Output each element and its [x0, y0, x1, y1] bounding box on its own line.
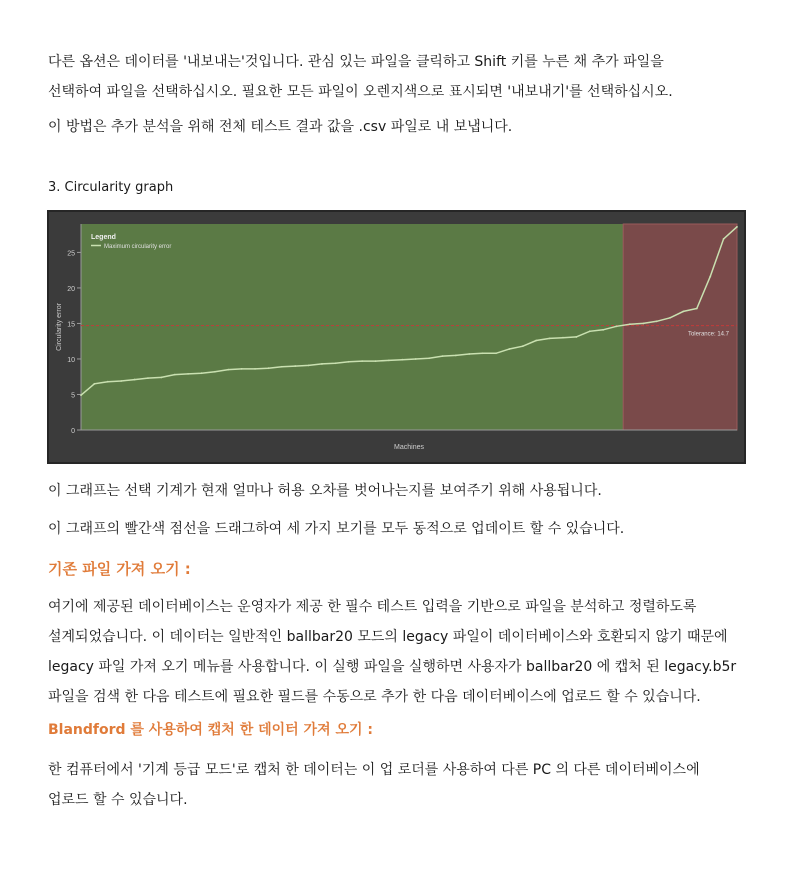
intro-line-2: 선택하여 파일을 선택하십시오. 필요한 모든 파일이 오렌지색으로 표시되면 '내보내기'를 선택하십시오.	[48, 84, 673, 100]
y-tick-label: 15	[67, 321, 75, 329]
data-point	[495, 352, 497, 354]
data-point	[401, 359, 403, 361]
data-point	[201, 372, 203, 374]
data-point	[535, 340, 537, 342]
intro-line-1: 다른 옵션은 데이터를 '내보내는'것입니다. 관심 있는 파일을 클릭하고 Shift 키를 누른 채 추가 파일을	[48, 54, 664, 70]
data-point	[254, 368, 256, 370]
data-point	[549, 337, 551, 339]
y-tick-label: 20	[67, 285, 75, 293]
data-point	[134, 379, 136, 381]
data-point	[602, 329, 604, 331]
data-point	[93, 383, 95, 385]
data-point	[683, 310, 685, 312]
data-point	[80, 394, 82, 396]
data-point	[509, 348, 511, 350]
data-point	[174, 374, 176, 376]
tolerance-label: Tolerance: 14.7	[687, 331, 729, 338]
data-point	[442, 355, 444, 357]
data-point	[281, 366, 283, 368]
data-point	[629, 323, 631, 325]
data-point	[308, 364, 310, 366]
import-existing-line-3: legacy 파일 가져 오기 메뉴를 사용합니다. 이 실행 파일을 실행하면 사용자가 ballbar20 에 캡처 된 legacy.b5r	[48, 659, 737, 675]
data-point	[482, 352, 484, 354]
data-point	[268, 367, 270, 369]
data-point	[709, 276, 711, 278]
data-point	[723, 238, 725, 240]
data-point	[334, 362, 336, 364]
data-point	[160, 377, 162, 379]
data-point	[415, 358, 417, 360]
data-point	[361, 360, 363, 362]
intro-paragraph	[48, 47, 758, 107]
data-point	[388, 359, 390, 361]
data-point	[589, 330, 591, 332]
data-point	[147, 377, 149, 379]
y-tick-label: 5	[71, 392, 75, 400]
data-point	[294, 365, 296, 367]
y-axis-label: Circularity error	[56, 303, 63, 351]
import-blandford-heading: Blandford 를 사용하여 캡처 한 데이터 가져 오기 :	[48, 722, 373, 738]
import-existing-line-1: 여기에 제공된 데이터베이스는 운영자가 제공 한 필수 테스트 입력을 기반으로 파일을 분석하고 정렬하도록	[48, 599, 697, 615]
data-point	[575, 336, 577, 338]
data-point	[428, 357, 430, 359]
data-point	[468, 353, 470, 355]
data-point	[642, 323, 644, 325]
y-tick-label: 0	[71, 428, 75, 435]
circularity-chart	[47, 210, 746, 464]
data-point	[375, 360, 377, 362]
import-existing-line-2: 설계되었습니다. 이 데이터는 일반적인 ballbar20 모드의 legacy 파일이 데이터베이스와 호환되지 않기 때문에	[48, 629, 728, 645]
data-point	[656, 320, 658, 322]
data-point	[214, 371, 216, 373]
data-point	[696, 308, 698, 310]
import-blandford-line-2: 업로드 할 수 있습니다.	[48, 792, 188, 808]
data-point	[562, 337, 564, 339]
import-existing-heading: 기존 파일 가져 오기 :	[48, 560, 191, 578]
import-blandford-paragraph	[48, 755, 758, 815]
legend-title: Legend	[91, 234, 116, 241]
data-point	[348, 361, 350, 363]
y-tick-label: 10	[67, 356, 75, 364]
import-existing-paragraph	[48, 592, 758, 712]
data-point	[522, 345, 524, 347]
legend-entry: Maximum circularity error	[104, 244, 172, 250]
data-point	[455, 355, 457, 357]
data-point	[120, 380, 122, 382]
desc-line-1: 이 그래프는 선택 기계가 현재 얼마나 허용 오차를 벗어나는지를 보여주기 위해 사용됩니다.	[48, 483, 602, 499]
x-axis-label: Machines	[394, 444, 424, 451]
fail-zone	[623, 224, 737, 430]
chart-svg	[49, 212, 744, 462]
intro-line-3: 이 방법은 추가 분석을 위해 전체 테스트 결과 값을 .csv 파일로 내 보냅니다.	[48, 119, 513, 135]
section-caption: 3. Circularity graph	[48, 180, 174, 195]
data-point	[736, 226, 738, 228]
data-point	[227, 369, 229, 371]
import-existing-line-4: 파일을 검색 한 다음 테스트에 필요한 필드를 수동으로 추가 한 다음 데이터베이스에 업로드 할 수 있습니다.	[48, 689, 701, 705]
desc-line-2: 이 그래프의 빨간색 점선을 드래그하여 세 가지 보기를 모두 동적으로 업데이트 할 수 있습니다.	[48, 521, 625, 537]
pass-zone	[81, 224, 623, 430]
data-point	[669, 317, 671, 319]
data-point	[187, 373, 189, 375]
import-blandford-line-1: 한 컴퓨터에서 '기계 등급 모드'로 캡처 한 데이터는 이 업 로더를 사용하여 다른 PC 의 다른 데이터베이스에	[48, 762, 700, 778]
data-point	[321, 363, 323, 365]
data-point	[107, 381, 109, 383]
data-point	[616, 325, 618, 327]
y-tick-label: 25	[67, 250, 75, 258]
data-point	[241, 368, 243, 370]
